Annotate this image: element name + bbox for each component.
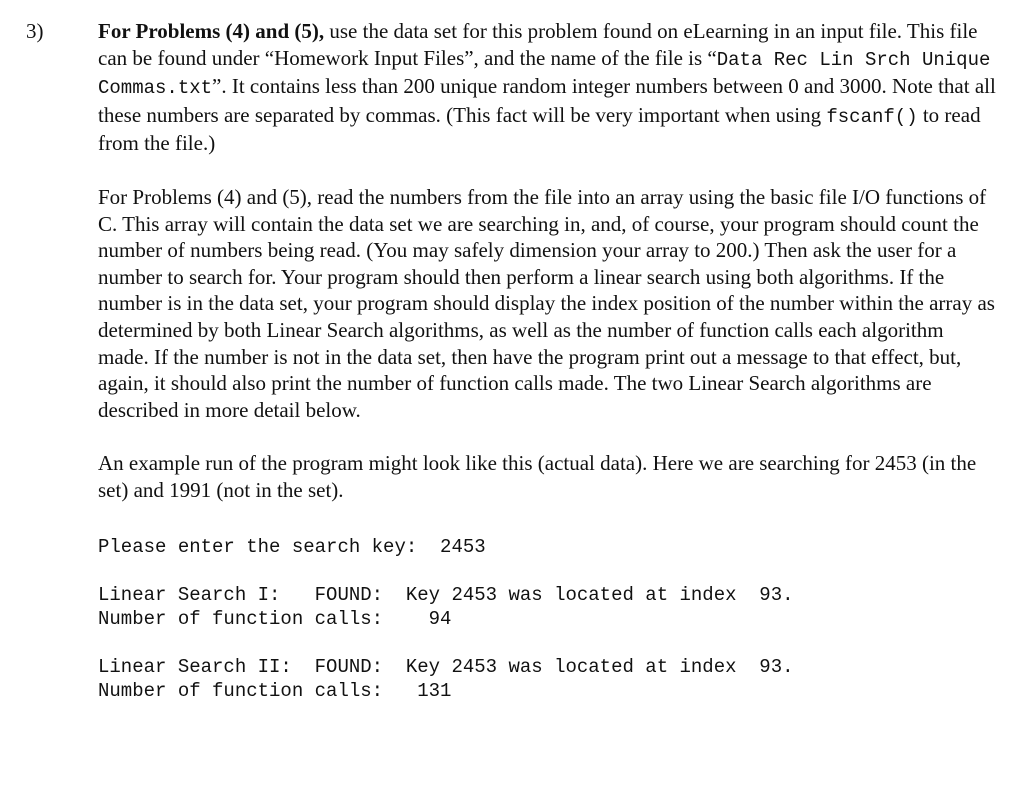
intro-text-1: use the data set for this problem found on eLearning in an input file. This file can be found under “Homework Input Files”, and the name of the file is “ <box>98 19 978 70</box>
intro-text-2: ”. It contains less than 200 unique random integer numbers between 0 and 3000. Note that all these numbers are separated by commas. (This fact will be very important when using <box>98 74 996 127</box>
linear-search-1-result: Linear Search I: FOUND: Key 2453 was located at index 93. <box>98 583 794 606</box>
linear-search-2-output <box>98 655 998 703</box>
linear-search-2-result: Linear Search II: FOUND: Key 2453 was located at index 93. <box>98 655 794 678</box>
problem-content <box>98 18 998 703</box>
linear-search-1-output <box>98 583 998 631</box>
fscanf-function: fscanf() <box>826 105 918 128</box>
instructions-paragraph: For Problems (4) and (5), read the numbers from the file into an array using the basic file I/O functions of C. This array will contain the data set we are searching in, and, of course, your program should count the number of numbers being read. (You may safely dimension your array to 200.) Then ask the user for a number to search for. Your program should then perform a linear search using both algorithms. If the number is in the data set, your program should display the index position of the number within the array as determined by both Linear Search algorithms, as well as the number of function calls each algorithm made. If the number is not in the data set, then have the program print out a message to that effect, but, again, it should also print the number of function calls made. The two Linear Search algorithms are described in more detail below. <box>98 184 995 422</box>
input-filename: Data Rec Lin Srch Unique Commas.txt <box>98 48 991 100</box>
intro-text-3: to read from the file.) <box>98 102 981 156</box>
linear-search-2-calls: Number of function calls: 131 <box>98 679 452 702</box>
example-intro-paragraph: An example run of the program might look like this (actual data). Here we are searching for 2453 (in the set) and 1991 (not in the set). <box>98 451 977 502</box>
intro-paragraph <box>98 18 998 157</box>
search-key-prompt: Please enter the search key: 2453 <box>98 535 486 558</box>
problem-reference: For Problems (4) and (5), <box>98 19 325 43</box>
problem-number: 3) <box>26 19 44 43</box>
linear-search-1-calls: Number of function calls: 94 <box>98 607 452 630</box>
